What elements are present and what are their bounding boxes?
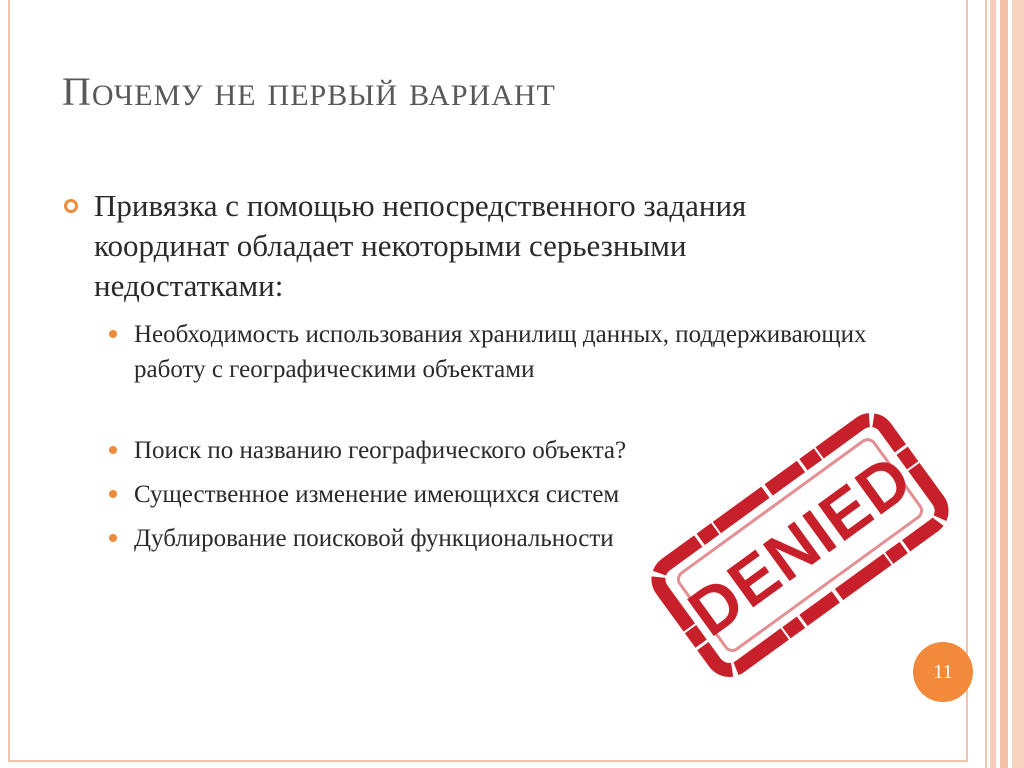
decorative-stripe (1012, 0, 1024, 768)
sub-bullet-text: Необходимость использования хранилищ данных, поддерживающих работу с географическими объектами (134, 321, 867, 383)
denied-stamp (650, 410, 950, 680)
bullet-dot-icon (109, 490, 117, 498)
sub-bullet-text: Дублирование поисковой функциональности (134, 525, 614, 552)
page-number-badge: 11 (913, 642, 973, 702)
sub-bullet-text: Существенное изменение имеющихся систем (134, 481, 620, 508)
decorative-stripe (985, 0, 987, 768)
denied-stamp-graphic (650, 410, 950, 680)
bullet-dot-icon (109, 446, 117, 454)
bullet-ring-icon (64, 199, 78, 213)
main-bullet-text: Привязка с помощью непосредственного задания координат обладает некоторыми серьезными недостатками: (94, 188, 747, 303)
decorative-stripe (990, 0, 996, 768)
slide-title (62, 68, 556, 115)
sub-bullet-text: Поиск по названию географического объекта? (134, 437, 627, 464)
stamp-label: DENIED (674, 440, 926, 650)
slide-title-text: ПОЧЕМУ НЕ ПЕРВЫЙ ВАРИАНТ (62, 69, 556, 114)
bullet-dot-icon (109, 330, 117, 338)
bullet-dot-icon (109, 534, 117, 542)
decorative-stripe (1000, 0, 1008, 768)
